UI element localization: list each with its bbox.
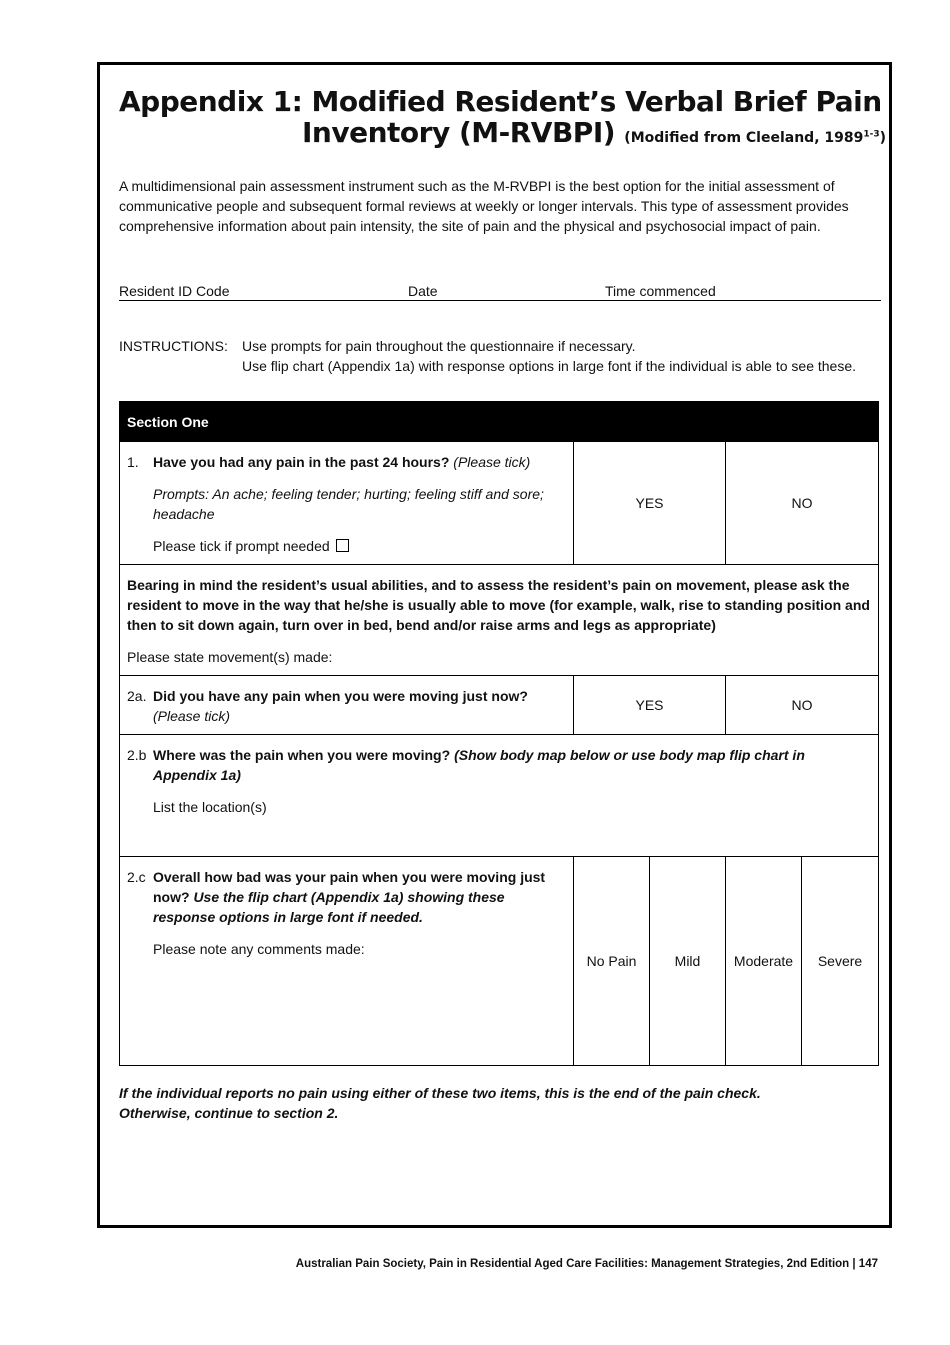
prompt-needed-label: Please tick if prompt needed	[153, 538, 330, 554]
question-2c-hint: Use the flip chart (Appendix 1a) showing these response options in large font if needed.	[153, 889, 505, 925]
date-label: Date	[408, 283, 438, 299]
question-2a-cell	[120, 676, 574, 735]
question-1-text: Have you had any pain in the past 24 hours?	[153, 454, 450, 470]
instructions-line-1: Use prompts for pain throughout the questionnaire if necessary.	[242, 338, 636, 354]
title-subtitle	[624, 130, 886, 146]
section-one-table	[119, 401, 879, 1066]
page-title	[119, 85, 887, 154]
question-2a-tick-hint: (Please tick)	[153, 708, 231, 724]
instructions-label: INSTRUCTIONS:	[119, 338, 228, 354]
closing-note	[119, 1083, 879, 1123]
question-2b-list-label: List the location(s)	[153, 799, 267, 815]
closing-line-2: Otherwise, continue to section 2.	[119, 1105, 339, 1121]
question-2c-cell	[120, 857, 574, 1066]
subtitle-reference: 1-3	[863, 129, 880, 140]
closing-line-1: If the individual reports no pain using either of these two items, this is the end of the pain check.	[119, 1085, 761, 1101]
section-one-header: Section One	[120, 402, 879, 442]
pain-option-moderate[interactable]: Moderate	[726, 857, 802, 1066]
instructions-line-2: Use flip chart (Appendix 1a) with response options in large font if the individual is able to see these.	[242, 358, 857, 374]
question-2a-no-option[interactable]: NO	[726, 676, 879, 735]
question-1-no-option[interactable]: NO	[726, 442, 879, 565]
question-1-yes-option[interactable]: YES	[574, 442, 726, 565]
subtitle-suffix: )	[879, 130, 887, 146]
question-2b-number: 2.b	[127, 747, 147, 763]
question-2b-text: Where was the pain when you were moving?	[153, 747, 451, 763]
question-2a-number: 2a.	[127, 688, 147, 704]
pain-option-no-pain[interactable]: No Pain	[574, 857, 650, 1066]
time-commenced-label: Time commenced	[605, 283, 716, 299]
intro-paragraph: A multidimensional pain assessment instrument such as the M-RVBPI is the best option for the initial assessment of communicative people and subsequent formal reviews at weekly or longer intervals. This type of assessment provides comprehensive information about pain intensity, the site of pain and the physical and psychosocial impact of pain.	[119, 178, 849, 234]
prompt-needed-checkbox[interactable]	[336, 539, 349, 552]
question-2b-hint: (Show body map below or use body map flip chart in Appendix 1a)	[153, 747, 805, 783]
question-1-tick-hint: (Please tick)	[453, 454, 531, 470]
resident-id-row	[119, 283, 881, 301]
instructions-text	[242, 336, 856, 376]
prompt-needed-row	[153, 536, 566, 556]
question-1-prompts: Prompts: An ache; feeling tender; hurting; feeling stiff and sore; headache	[153, 486, 544, 522]
question-1-number: 1.	[127, 454, 139, 470]
question-2c-number: 2.c	[127, 869, 146, 885]
title-line-2-text: Inventory (M-RVBPI)	[302, 116, 616, 149]
question-2a-yes-option[interactable]: YES	[574, 676, 726, 735]
movement-instruction: Bearing in mind the resident’s usual abilities, and to assess the resident’s pain on movement, please ask the resident to move in the way that he/she is usually able to move (for example, walk, rise to standing position and then to sit down again, turn over in bed, bend and/or raise arms and legs as appropriate)	[127, 577, 870, 633]
movement-instruction-cell	[120, 565, 879, 676]
question-2b-cell	[120, 735, 879, 857]
question-1-cell	[120, 442, 574, 565]
subtitle-prefix: (Modified from Cleeland, 1989	[624, 130, 864, 146]
title-line-1: Appendix 1: Modified Resident’s Verbal Brief Pain	[119, 85, 882, 118]
question-2c-note-label: Please note any comments made:	[153, 941, 365, 957]
pain-option-mild[interactable]: Mild	[650, 857, 726, 1066]
page-footer: Australian Pain Society, Pain in Residential Aged Care Facilities: Management Strategies, 2nd Edition | 147	[295, 1258, 878, 1270]
question-2a-text: Did you have any pain when you were moving just now?	[153, 688, 528, 704]
title-line-2	[119, 116, 887, 154]
pain-option-severe[interactable]: Severe	[802, 857, 879, 1066]
movement-state-label: Please state movement(s) made:	[127, 649, 333, 665]
question-2c-text: Overall how bad was your pain when you were moving just now?	[153, 869, 546, 905]
resident-id-label: Resident ID Code	[119, 283, 230, 299]
